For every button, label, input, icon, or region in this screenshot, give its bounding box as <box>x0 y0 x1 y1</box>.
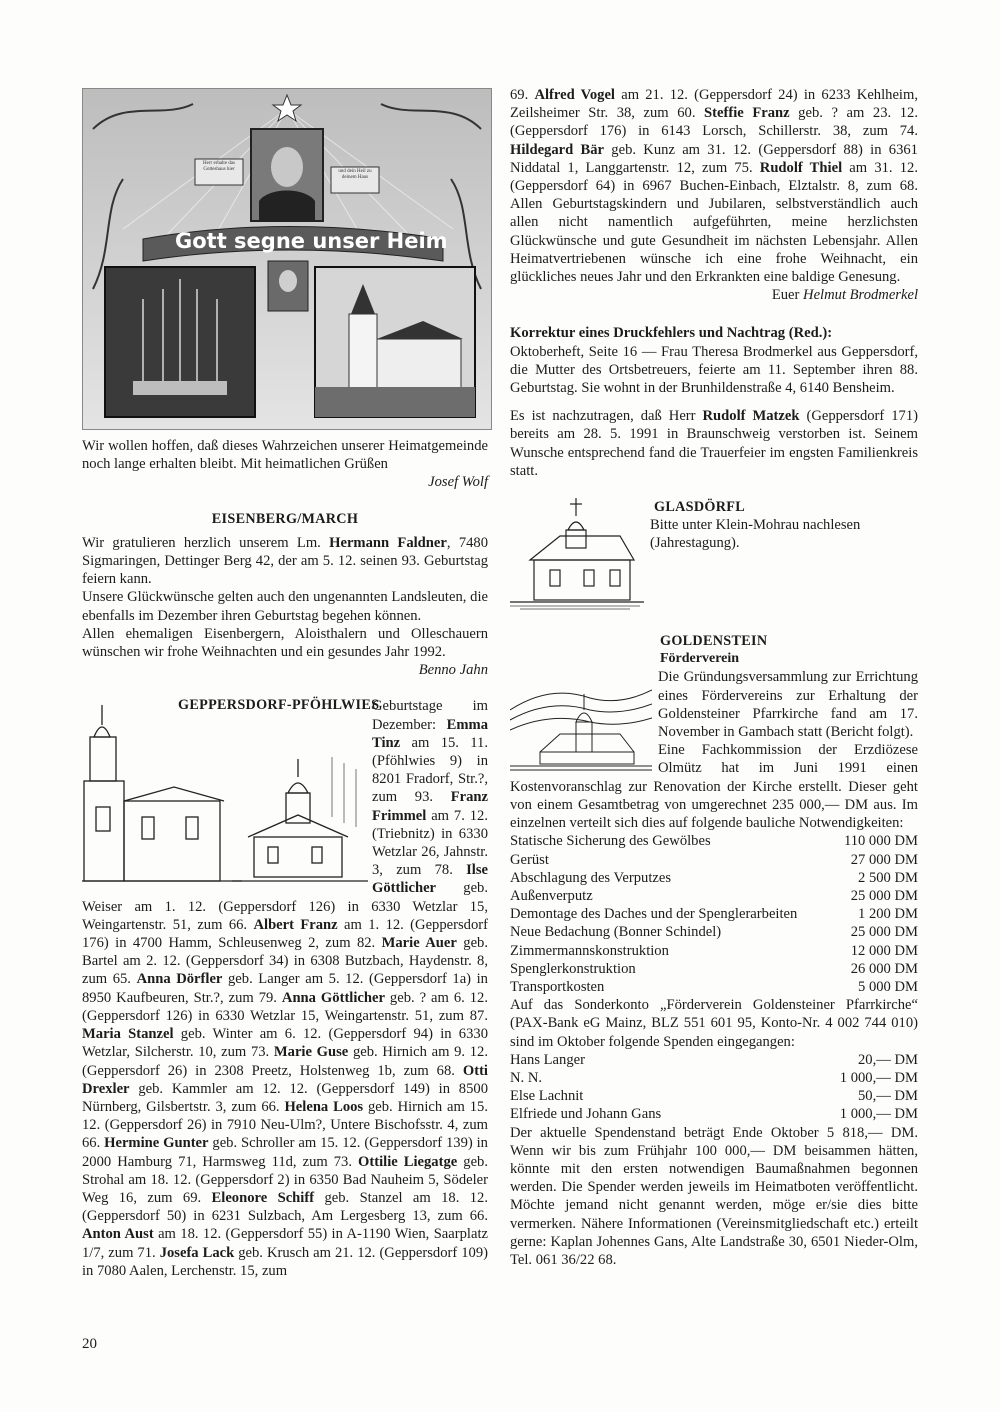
person-name: Josefa Lack <box>159 1244 235 1261</box>
text: (Geppersdorf 171) bereits am 28. 5. 1991 in Braunschweig verstorben ist. Seinem Wunsche entsprechend fand die Trauerfeier im engsten Familienkreis statt. <box>510 408 918 479</box>
geppersdorf-continuation <box>510 86 918 286</box>
cost-row-amount: 1 200 DM <box>858 906 918 923</box>
person-name: Marie Guse <box>273 1044 349 1061</box>
intro-signature: Josef Wolf <box>428 474 488 491</box>
text: geb. Hirnich am 15. 12. (Geppersdorf 26) in 7910 Neu-Ulm?, Untere Bischofsstr. 4, zum 66. <box>82 1098 488 1152</box>
donation-row-label: Else Lachnit <box>510 1088 584 1105</box>
korrektur-paragraph-1: Oktoberheft, Seite 16 — Frau Theresa Brodmerkel aus Geppersdorf, die Mutter des Ortsbetreuers, feierte am 11. September ihren 88. Geburtstag. Sie wohnt in der Brunhildenstraße 4, 6140 Bensheim. <box>510 343 918 397</box>
cost-row-amount: 26 000 DM <box>850 960 918 977</box>
goldenstein-paragraph-2: Eine Fachkommission der Erzdiözese Olmütz hat im Juni 1991 einen Kostenvoranschlag zur Renovation der Kirche erstellt. Dieser geht von einem Gesamtbetrag von umgerechnet 235 000,— DM aus. Im einzelnen verteilt sich dies auf folgende bauliche Notwendigkeiten: <box>510 742 918 832</box>
postcard-photo <box>82 88 492 430</box>
postcard-caption: Gott segne unser Heim <box>175 229 448 253</box>
text: 69. <box>510 87 535 103</box>
cost-row <box>510 942 918 960</box>
goldenstein-paragraph-1: Die Gründungsversammlung zur Errichtung eines Fördervereins zur Erhaltung der Goldensteiner Pfarrkirche fand am 17. November in Gambach statt (Bericht folgt). <box>658 669 918 741</box>
text: geb. ? am 6. 12. (Geppersdorf 126) in 6330 Wetzlar 15, Weingartenstr. 51, zum 87. <box>82 989 488 1024</box>
text: geb. Schroller am 15. 12. (Geppersdorf 139) in 2000 Hamburg 71, Harmsweg 11d, zum 73. <box>82 1135 488 1170</box>
goldenstein-body <box>510 668 918 832</box>
geppersdorf-section <box>82 697 488 1280</box>
text: Geburtstage im Dezember: <box>372 698 488 733</box>
left-column <box>82 437 488 1280</box>
person-name: Franz Frimmel <box>372 789 488 824</box>
person-name: Ottilie Liegatge <box>358 1153 458 1170</box>
person-name: Otti Drexler <box>82 1062 488 1097</box>
text: Wir gratulieren herzlich unserem Lm. <box>82 534 330 551</box>
text: geb. Bartel am 2. 12. (Geppersdorf 34) in 6308 Butzbach, Haydenstr. 8, zum 65. <box>82 935 488 988</box>
geppersdorf-drawing <box>82 697 380 887</box>
person-name: Anna Göttlicher <box>281 989 385 1006</box>
person-name: Helena Loos <box>284 1098 364 1115</box>
donation-row <box>510 1051 918 1069</box>
glasdoerfl-text: Bitte unter Klein-Mohrau nachlesen (Jahrestagung). <box>650 517 861 552</box>
cost-row <box>510 978 918 996</box>
cost-row-amount: 12 000 DM <box>850 942 918 959</box>
glasdoerfl-section <box>510 494 918 622</box>
person-name: Anton Aust <box>82 1226 154 1243</box>
church-sketch <box>82 697 368 887</box>
cost-row-label: Zimmermannskonstruktion <box>510 942 669 959</box>
cost-row-amount: 27 000 DM <box>850 851 918 868</box>
person-name: Steffie Franz <box>704 105 790 122</box>
donation-row <box>510 1069 918 1087</box>
donation-row-amount: 1 000,— DM <box>839 1106 918 1123</box>
text: am 1. 12. (Geppersdorf 176) in 4700 Hamm, Schleusenweg 2, zum 82. <box>82 916 488 952</box>
person-name: Marie Auer <box>381 935 457 952</box>
text: geb. Strohal am 18. 12. (Geppersdorf 2) in 6350 Bad Nauheim 5, Södeler Weg 16, zum 69. <box>82 1153 488 1206</box>
cost-row <box>510 960 918 978</box>
cost-row-label: Spenglerkonstruktion <box>510 960 636 977</box>
geppersdorf-heading: GEPPERSDORF-PFÖHLWIES <box>178 697 380 714</box>
text: geb. Langer am 5. 12. (Geppersdorf 1a) in 8950 Kaufbeuren, Str.?, zum 79. <box>82 971 488 1006</box>
goldenstein-church-sketch <box>510 670 652 774</box>
cost-row-amount: 110 000 DM <box>843 833 918 850</box>
cost-row-amount: 5 000 DM <box>858 978 918 995</box>
cost-row-label: Abschlagung des Verputzes <box>510 869 672 886</box>
person-name: Rudolf Matzek <box>702 408 800 425</box>
postcard-motto-right: und dein Heil zu deinem Haus <box>338 169 372 180</box>
signature-name: Helmut Brodmerkel <box>803 287 918 304</box>
cost-row-amount: 25 000 DM <box>850 887 918 904</box>
text: geb. Hirnich am 9. 12. (Geppersdorf 26) in 2308 Preetz, Holstenweg 1b, zum 68. <box>82 1044 488 1079</box>
brodmerkel-signature <box>510 286 918 304</box>
eisenberg-paragraph-2: Unsere Glückwünsche gelten auch den ungenannten Landsleuten, die ebenfalls im Dezember ihren Geburtstag begehen können. <box>82 589 488 624</box>
person-name: Hermine Gunter <box>104 1135 209 1152</box>
cost-row-label: Neue Bedachung (Bonner Schindel) <box>510 924 722 941</box>
cost-row <box>510 832 918 850</box>
cost-row-label: Außenverputz <box>510 887 593 904</box>
donation-row <box>510 1087 918 1105</box>
text: , 7480 Sigmaringen, Dettinger Berg 42, der am 5. 12. seinen 93. Geburtstag feiern kann. <box>82 534 489 588</box>
person-name: Emma Tinz <box>372 716 488 751</box>
text: am 7. 12. (Triebnitz) in 6330 Wetzlar 26, Jahnstr. 3, zum 78. <box>372 807 488 879</box>
donation-table <box>510 1051 918 1124</box>
person-name: Eleonore Schiff <box>211 1189 315 1206</box>
cost-row-amount: 2 500 DM <box>858 869 918 886</box>
person-name: Anna Dörfler <box>136 971 223 988</box>
eisenberg-heading: EISENBERG/MARCH <box>211 510 359 527</box>
postcard-illustration <box>83 89 491 429</box>
person-name: Rudolf Thiel <box>759 159 843 176</box>
person-name: Hermann Faldner <box>329 534 447 551</box>
text: geb. Weiser am 1. 12. (Geppersdorf 126) in 6330 Wetzlar 15, Weingartenstr. 51, zum 66. <box>82 880 488 933</box>
donation-row-amount: 50,— DM <box>858 1088 918 1105</box>
person-name: Hildegard Bär <box>510 141 605 158</box>
person-name: Alfred Vogel <box>534 87 615 103</box>
intro-paragraph: Wir wollen hoffen, daß dieses Wahrzeichen unserer Heimatgemeinde noch lange erhalten bleibt. Mit heimatlichen Grüßen <box>82 438 488 473</box>
text: geb. Stanzel am 18. 12. (Geppersdorf 50) in 6231 Sulzbach, Am Lergesberg 13, zum 66. <box>82 1189 488 1225</box>
donation-row-label: N. N. <box>510 1069 543 1086</box>
cost-row-label: Gerüst <box>510 851 549 868</box>
text: geb. Krusch am 21. 12. (Geppersdorf 109) in 7080 Aalen, Lerchenstr. 15, zum <box>82 1244 488 1279</box>
cost-row <box>510 923 918 941</box>
chapel-sketch <box>510 494 644 612</box>
cost-row <box>510 905 918 923</box>
text: Euer <box>771 287 804 304</box>
glasdoerfl-heading: GLASDÖRFL <box>654 499 745 516</box>
cost-table <box>510 832 918 996</box>
text: geb. ? am 23. 12. (Geppersdorf 176) in 6143 Lorsch, Schillerstr. 38, zum 74. <box>510 105 918 140</box>
cost-row-label: Statische Sicherung des Gewölbes <box>510 833 711 850</box>
korrektur-paragraph-2 <box>510 407 918 480</box>
text: am 21. 12. (Geppersdorf 24) in 6233 Kehlheim, Zeilsheimer Str. 38, zum 60. <box>510 87 918 122</box>
text: am 15. 11. (Pföhlwies 9) in 8201 Fradorf, Str.?, zum 93. <box>372 734 488 806</box>
text: geb. Winter am 6. 12. (Geppersdorf 94) in 6330 Wetzlar, Silcherstr. 10, zum 73. <box>82 1026 488 1061</box>
text: geb. Kammler am 12. 12. (Geppersdorf 149) in 8500 Nürnberg, Gilsbertstr. 3, zum 66. <box>82 1080 488 1115</box>
donation-row-amount: 20,— DM <box>858 1051 918 1068</box>
goldenstein-subtitle: Förderverein <box>660 651 740 667</box>
person-name: Maria Stanzel <box>82 1026 174 1043</box>
donation-row-label: Hans Langer <box>510 1051 585 1068</box>
right-column <box>510 86 918 1269</box>
eisenberg-signature: Benno Jahn <box>418 662 488 679</box>
text: am 18. 12. (Geppersdorf 55) in A-1190 Wien, Saarplatz 1/7, zum 71. <box>82 1226 488 1261</box>
person-name: Ilse Göttlicher <box>372 862 488 897</box>
text: am 31. 12. (Geppersdorf 64) in 6967 Buchen-Einbach, Elztalstr. 8, zum 68. Allen Geburtstagskindern und Jubilaren, selbstverständlich auch allen nicht namentlich aufgeführten, meine herzlichsten Glückwünsche und gute Gesundheit im nächsten Lebensjahr. Allen Heimatvertriebenen wünsche ich eine frohe Weihnacht, ein glückliches neues Jahr und den Erkrankten eine baldige Genesung. <box>510 159 918 286</box>
cost-row <box>510 887 918 905</box>
eisenberg-paragraph-3: Allen ehemaligen Eisenbergern, Aloisthalern und Olleschauern wünschen wir frohe Weihnachten und ein gesundes Jahr 1992. <box>82 625 488 661</box>
goldenstein-heading: GOLDENSTEIN <box>660 633 768 650</box>
donation-row-amount: 1 000,— DM <box>839 1069 918 1086</box>
donation-row-label: Elfriede und Johann Gans <box>510 1106 662 1123</box>
text: Es ist nachzutragen, daß Herr <box>510 408 703 425</box>
donation-row <box>510 1105 918 1123</box>
person-name: Albert Franz <box>253 916 338 933</box>
korrektur-heading: Korrektur eines Druckfehlers und Nachtrag (Red.): <box>510 325 833 342</box>
cost-row-label: Demontage des Daches und der Spenglerarbeiten <box>510 906 798 923</box>
goldenstein-paragraph-3: Auf das Sonderkonto „Förderverein Goldensteiner Pfarrkirche“ (PAX-Bank eG Mainz, BLZ 551 601 95, Konto-Nr. 4 002 744 010) sind im Oktober folgende Spenden eingegangen: <box>510 997 918 1050</box>
postcard-motto-left: Herr erhalte das Gotteshaus hier <box>203 161 235 172</box>
cost-row <box>510 869 918 887</box>
eisenberg-paragraph-1 <box>82 534 488 589</box>
cost-row <box>510 851 918 869</box>
cost-row-label: Transportkosten <box>510 978 605 995</box>
cost-row-amount: 25 000 DM <box>850 924 918 941</box>
text: geb. Kunz am 31. 12. (Geppersdorf 88) in 6361 Niddatal 1, Langgartenstr. 12, zum 75. <box>510 141 918 176</box>
goldenstein-paragraph-4: Der aktuelle Spendenstand beträgt Ende Oktober 5 818,— DM. Wenn wir bis zum Frühjahr 100 000,— DM beisammen hätten, könnte mit den ersten notwendigen Baumaßnahmen begonnen werden. Die Spender werden jeweils im Heimatboten veröffentlicht. Möchte jemand nicht genannt werden, möge er/sie dies bitte vermerken. Nähere Informationen (Vereinsmitgliedschaft etc.) erteilt gerne: Kaplan Johennes Gans, Alte Landstraße 30, 6501 Nieder-Olm, Tel. 061 36/22 68. <box>510 1124 918 1268</box>
page-number: 20 <box>82 1336 97 1352</box>
